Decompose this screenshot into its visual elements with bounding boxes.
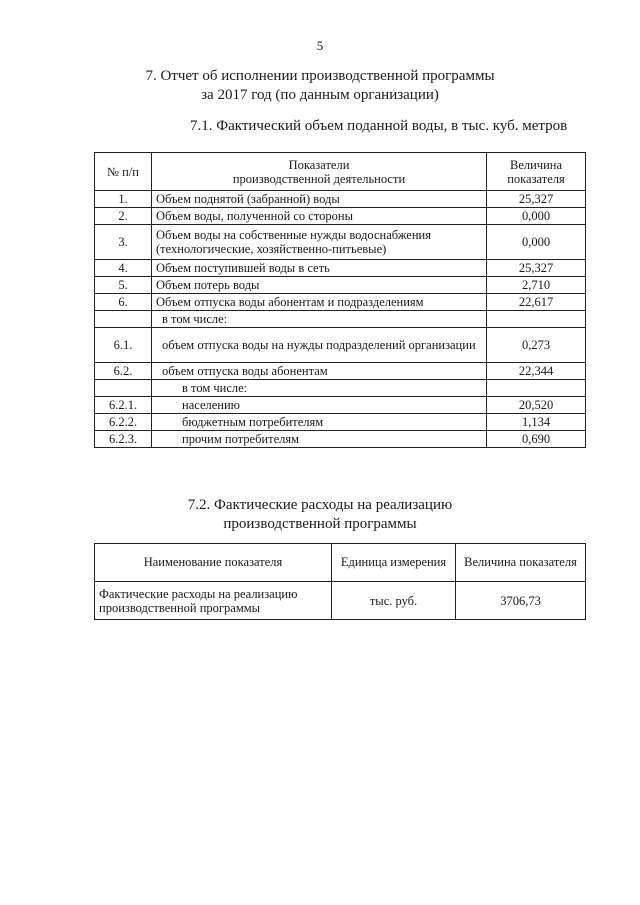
- row-value: 2,710: [487, 277, 586, 294]
- row-label: Объем поднятой (забранной) воды: [152, 191, 487, 208]
- header-num: № п/п: [95, 153, 152, 191]
- section-7-title-line2: за 2017 год (по данным организации): [201, 87, 439, 103]
- table-row: [95, 225, 586, 260]
- row-value: 25,327: [487, 260, 586, 277]
- row-value: 0,000: [487, 225, 586, 260]
- row-label: бюджетным потребителям: [152, 414, 487, 431]
- row-label: Объем отпуска воды абонентам и подразделениям: [152, 294, 487, 311]
- table-row: [95, 582, 586, 620]
- section-7-title: [0, 67, 640, 105]
- row-num: 6.1.: [95, 328, 152, 363]
- table-row: [95, 397, 586, 414]
- header-indicator-line1: Показатели: [288, 157, 350, 172]
- table-row: [95, 294, 586, 311]
- table-row: [95, 260, 586, 277]
- row-label: Объем потерь воды: [152, 277, 487, 294]
- row-label: в том числе:: [152, 380, 487, 397]
- row-num: 4.: [95, 260, 152, 277]
- header-unit: Единица измерения: [332, 544, 456, 582]
- table-header-row: [95, 544, 586, 582]
- section-7-1-title: 7.1. Фактический объем поданной воды, в тыс. куб. метров: [190, 118, 568, 134]
- section-7-2-title: [0, 496, 640, 534]
- row-value: 0,273: [487, 328, 586, 363]
- table-row: [95, 328, 586, 363]
- table-header-row: [95, 153, 586, 191]
- row-label: Объем поступившей воды в сеть: [152, 260, 487, 277]
- row-value: 1,134: [487, 414, 586, 431]
- row-name: Фактические расходы на реализацию производственной программы: [95, 582, 332, 620]
- row-value: 3706,73: [456, 582, 586, 620]
- header-indicator-line2: производственной деятельности: [232, 171, 406, 186]
- row-num: 6.2.: [95, 363, 152, 380]
- table-row: [95, 431, 586, 448]
- row-value: 22,617: [487, 294, 586, 311]
- row-num: 5.: [95, 277, 152, 294]
- table-row: [95, 277, 586, 294]
- row-value: [487, 311, 586, 328]
- row-value: [487, 380, 586, 397]
- row-label: в том числе:: [152, 311, 487, 328]
- row-label: прочим потребителям: [152, 431, 487, 448]
- row-unit: тыс. руб.: [332, 582, 456, 620]
- row-value: 22,344: [487, 363, 586, 380]
- row-label: объем отпуска воды абонентам: [152, 363, 487, 380]
- row-value: 20,520: [487, 397, 586, 414]
- row-num: [95, 311, 152, 328]
- water-volume-table: [94, 152, 586, 448]
- table-row: [95, 208, 586, 225]
- row-num: 2.: [95, 208, 152, 225]
- header-indicator: [152, 153, 487, 191]
- table-row: [95, 380, 586, 397]
- row-value: 0,000: [487, 208, 586, 225]
- row-label: объем отпуска воды на нужды подразделений организации: [152, 328, 487, 363]
- row-num: 6.2.3.: [95, 431, 152, 448]
- header-value: Величина показателя: [456, 544, 586, 582]
- table-row: [95, 191, 586, 208]
- table-row: [95, 363, 586, 380]
- row-value: 25,327: [487, 191, 586, 208]
- header-name: Наименование показателя: [95, 544, 332, 582]
- row-label: Объем воды на собственные нужды водоснабжения (технологические, хозяйственно-питьевые): [152, 225, 487, 260]
- row-num: [95, 380, 152, 397]
- row-label: населению: [152, 397, 487, 414]
- section-7-2-title-line2: производственной программы: [223, 516, 417, 532]
- row-num: 3.: [95, 225, 152, 260]
- row-num: 6.: [95, 294, 152, 311]
- row-num: 6.2.2.: [95, 414, 152, 431]
- expenses-table: [94, 543, 586, 620]
- row-label: Объем воды, полученной со стороны: [152, 208, 487, 225]
- row-value: 0,690: [487, 431, 586, 448]
- page-number: 5: [316, 38, 324, 53]
- table-row: [95, 414, 586, 431]
- section-7-title-line1: 7. Отчет об исполнении производственной программы: [145, 68, 495, 84]
- table-row: [95, 311, 586, 328]
- section-7-2-title-line1: 7.2. Фактические расходы на реализацию: [187, 497, 453, 513]
- row-num: 6.2.1.: [95, 397, 152, 414]
- header-value: Величина показателя: [487, 153, 586, 191]
- row-num: 1.: [95, 191, 152, 208]
